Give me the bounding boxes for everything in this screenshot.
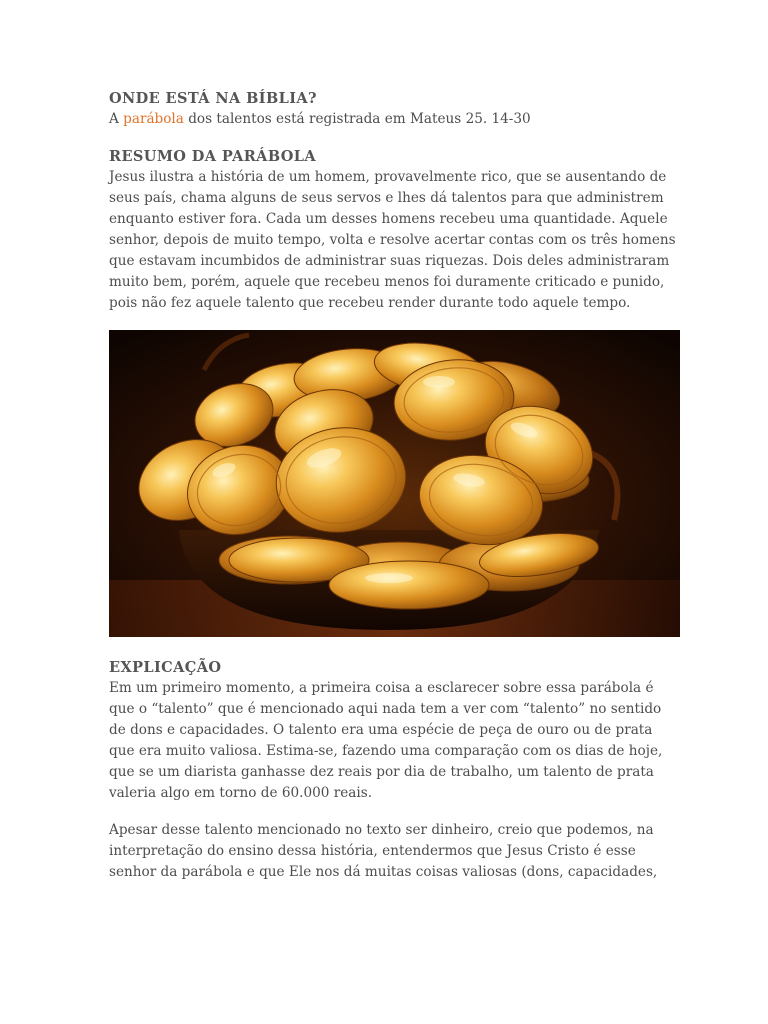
explanation-section — [109, 657, 681, 883]
where-in-bible-section — [109, 88, 681, 130]
where-text-prefix: A — [109, 111, 124, 127]
explanation-paragraph-1: Em um primeiro momento, a primeira coisa a esclarecer sobre essa parábola é que o “talento” que é mencionado aqui nada tem a ver com “talento” no sentido de dons e capacidades. O talento era uma espécie de peça de ouro ou de prata que era muito valiosa. Estima-se, fazendo uma comparação com os dias de hoje, que se um diarista ganhasse dez reais por dia de trabalho, um talento de prata valeria algo em torno de 60.000 reais. — [109, 680, 663, 801]
document-page — [109, 88, 681, 883]
where-text-suffix: dos talentos está registrada em Mateus 25. 14-30 — [183, 111, 531, 127]
summary-section — [109, 146, 681, 314]
where-text — [109, 109, 681, 130]
summary-body: Jesus ilustra a história de um homem, provavelmente rico, que se ausentando de seus país, chama alguns de seus servos e lhes dá talentos para que administrem enquanto estiver fora. Cada um desses homens recebeu uma quantidade. Aquele senhor, depois de muito tempo, volta e resolve acertar contas com os três homens que estavam incumbidos de administrar suas riquezas. Dois deles administraram muito bem, porém, aquele que recebeu menos foi duramente criticado e punido, pois não fez aquele talento que recebeu render durante todo aquele tempo. — [109, 169, 676, 311]
parable-link[interactable]: parábola — [123, 111, 184, 127]
explanation-heading: EXPLICAÇÃO — [109, 659, 222, 676]
explanation-paragraph-2: Apesar desse talento mencionado no texto ser dinheiro, creio que podemos, na interpretação do ensino dessa história, entendermos que Jesus Cristo é esse senhor da parábola e que Ele nos dá muitas coisas valiosas (dons, capacidades, — [109, 822, 658, 880]
gold-coins-image — [109, 330, 680, 637]
where-heading: ONDE ESTÁ NA BÍBLIA? — [109, 90, 317, 107]
summary-heading: RESUMO DA PARÁBOLA — [109, 148, 317, 165]
